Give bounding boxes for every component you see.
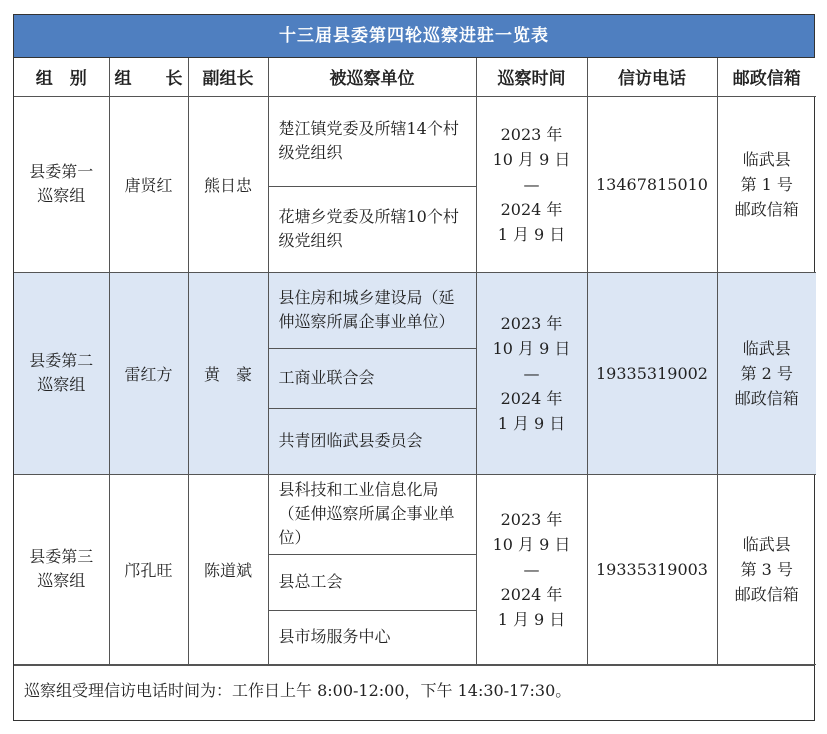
time-cell: [476, 96, 587, 272]
mailbox-county: 临武县: [742, 338, 791, 358]
table-row: [14, 96, 816, 186]
time-start-date: 10 月 9 日: [492, 149, 571, 169]
phone-cell: 13467815010: [587, 96, 717, 272]
unit-cell: 县住房和城乡建设局（延伸巡察所属企事业单位）: [268, 272, 476, 348]
leader-cell: 雷红方: [109, 272, 188, 474]
time-end-date: 1 月 9 日: [497, 609, 566, 629]
header-unit: 被巡察单位: [268, 58, 476, 96]
leader-cell: 邝孔旺: [109, 474, 188, 664]
time-end-year: 2024 年: [500, 199, 563, 219]
time-start-date: 10 月 9 日: [492, 534, 571, 554]
group-name-cell: [14, 272, 109, 474]
mailbox-label: 邮政信箱: [734, 388, 799, 408]
unit-cell: 共青团临武县委员会: [268, 408, 476, 474]
patrol-table-container: [13, 14, 815, 721]
mailbox-cell: [717, 272, 816, 474]
mailbox-number: 第 1 号: [740, 174, 793, 194]
deputy-cell: 黄 豪: [188, 272, 268, 474]
table-row: [14, 474, 816, 554]
patrol-table: [14, 58, 816, 665]
mailbox-county: 临武县: [742, 149, 791, 169]
mailbox-label: 邮政信箱: [734, 584, 799, 604]
time-end-date: 1 月 9 日: [497, 413, 566, 433]
header-time: 巡察时间: [476, 58, 587, 96]
table-row: [14, 272, 816, 348]
time-start-date: 10 月 9 日: [492, 338, 571, 358]
time-dash: —: [523, 363, 540, 383]
phone-cell: 19335319003: [587, 474, 717, 664]
phone-cell: 19335319002: [587, 272, 717, 474]
time-cell: [476, 474, 587, 664]
group-name: 县委第二巡察组: [29, 351, 94, 394]
leader-cell: 唐贤红: [109, 96, 188, 272]
group-name: 县委第三巡察组: [29, 547, 94, 590]
header-group: 组 别: [14, 58, 109, 96]
group-name: 县委第一巡察组: [29, 162, 94, 205]
time-end-date: 1 月 9 日: [497, 224, 566, 244]
table-title: 十三届县委第四轮巡察进驻一览表: [14, 15, 814, 58]
group-name-cell: [14, 474, 109, 664]
deputy-cell: 陈道斌: [188, 474, 268, 664]
mailbox-cell: [717, 96, 816, 272]
header-phone: 信访电话: [587, 58, 717, 96]
unit-cell: 工商业联合会: [268, 348, 476, 408]
time-end-year: 2024 年: [500, 388, 563, 408]
time-dash: —: [523, 559, 540, 579]
header-mailbox: 邮政信箱: [717, 58, 816, 96]
mailbox-cell: [717, 474, 816, 664]
time-start-year: 2023 年: [500, 124, 563, 144]
header-deputy: 副组长: [188, 58, 268, 96]
header-row: [14, 58, 816, 96]
time-dash: —: [523, 174, 540, 194]
mailbox-number: 第 2 号: [740, 363, 793, 383]
deputy-cell: 熊日忠: [188, 96, 268, 272]
unit-cell: 县市场服务中心: [268, 610, 476, 664]
unit-cell: 花塘乡党委及所辖10个村级党组织: [268, 186, 476, 272]
time-start-year: 2023 年: [500, 313, 563, 333]
time-cell: [476, 272, 587, 474]
footer-note: 巡察组受理信访电话时间为：工作日上午 8:00-12:00，下午 14:30-17:30。: [14, 665, 814, 715]
unit-cell: 楚江镇党委及所辖14个村级党组织: [268, 96, 476, 186]
time-start-year: 2023 年: [500, 509, 563, 529]
header-leader: 组 长: [109, 58, 188, 96]
mailbox-county: 临武县: [742, 534, 791, 554]
group-name-cell: [14, 96, 109, 272]
mailbox-label: 邮政信箱: [734, 199, 799, 219]
unit-cell: 县总工会: [268, 554, 476, 610]
time-end-year: 2024 年: [500, 584, 563, 604]
mailbox-number: 第 3 号: [740, 559, 793, 579]
unit-cell: 县科技和工业信息化局（延伸巡察所属企事业单位）: [268, 474, 476, 554]
